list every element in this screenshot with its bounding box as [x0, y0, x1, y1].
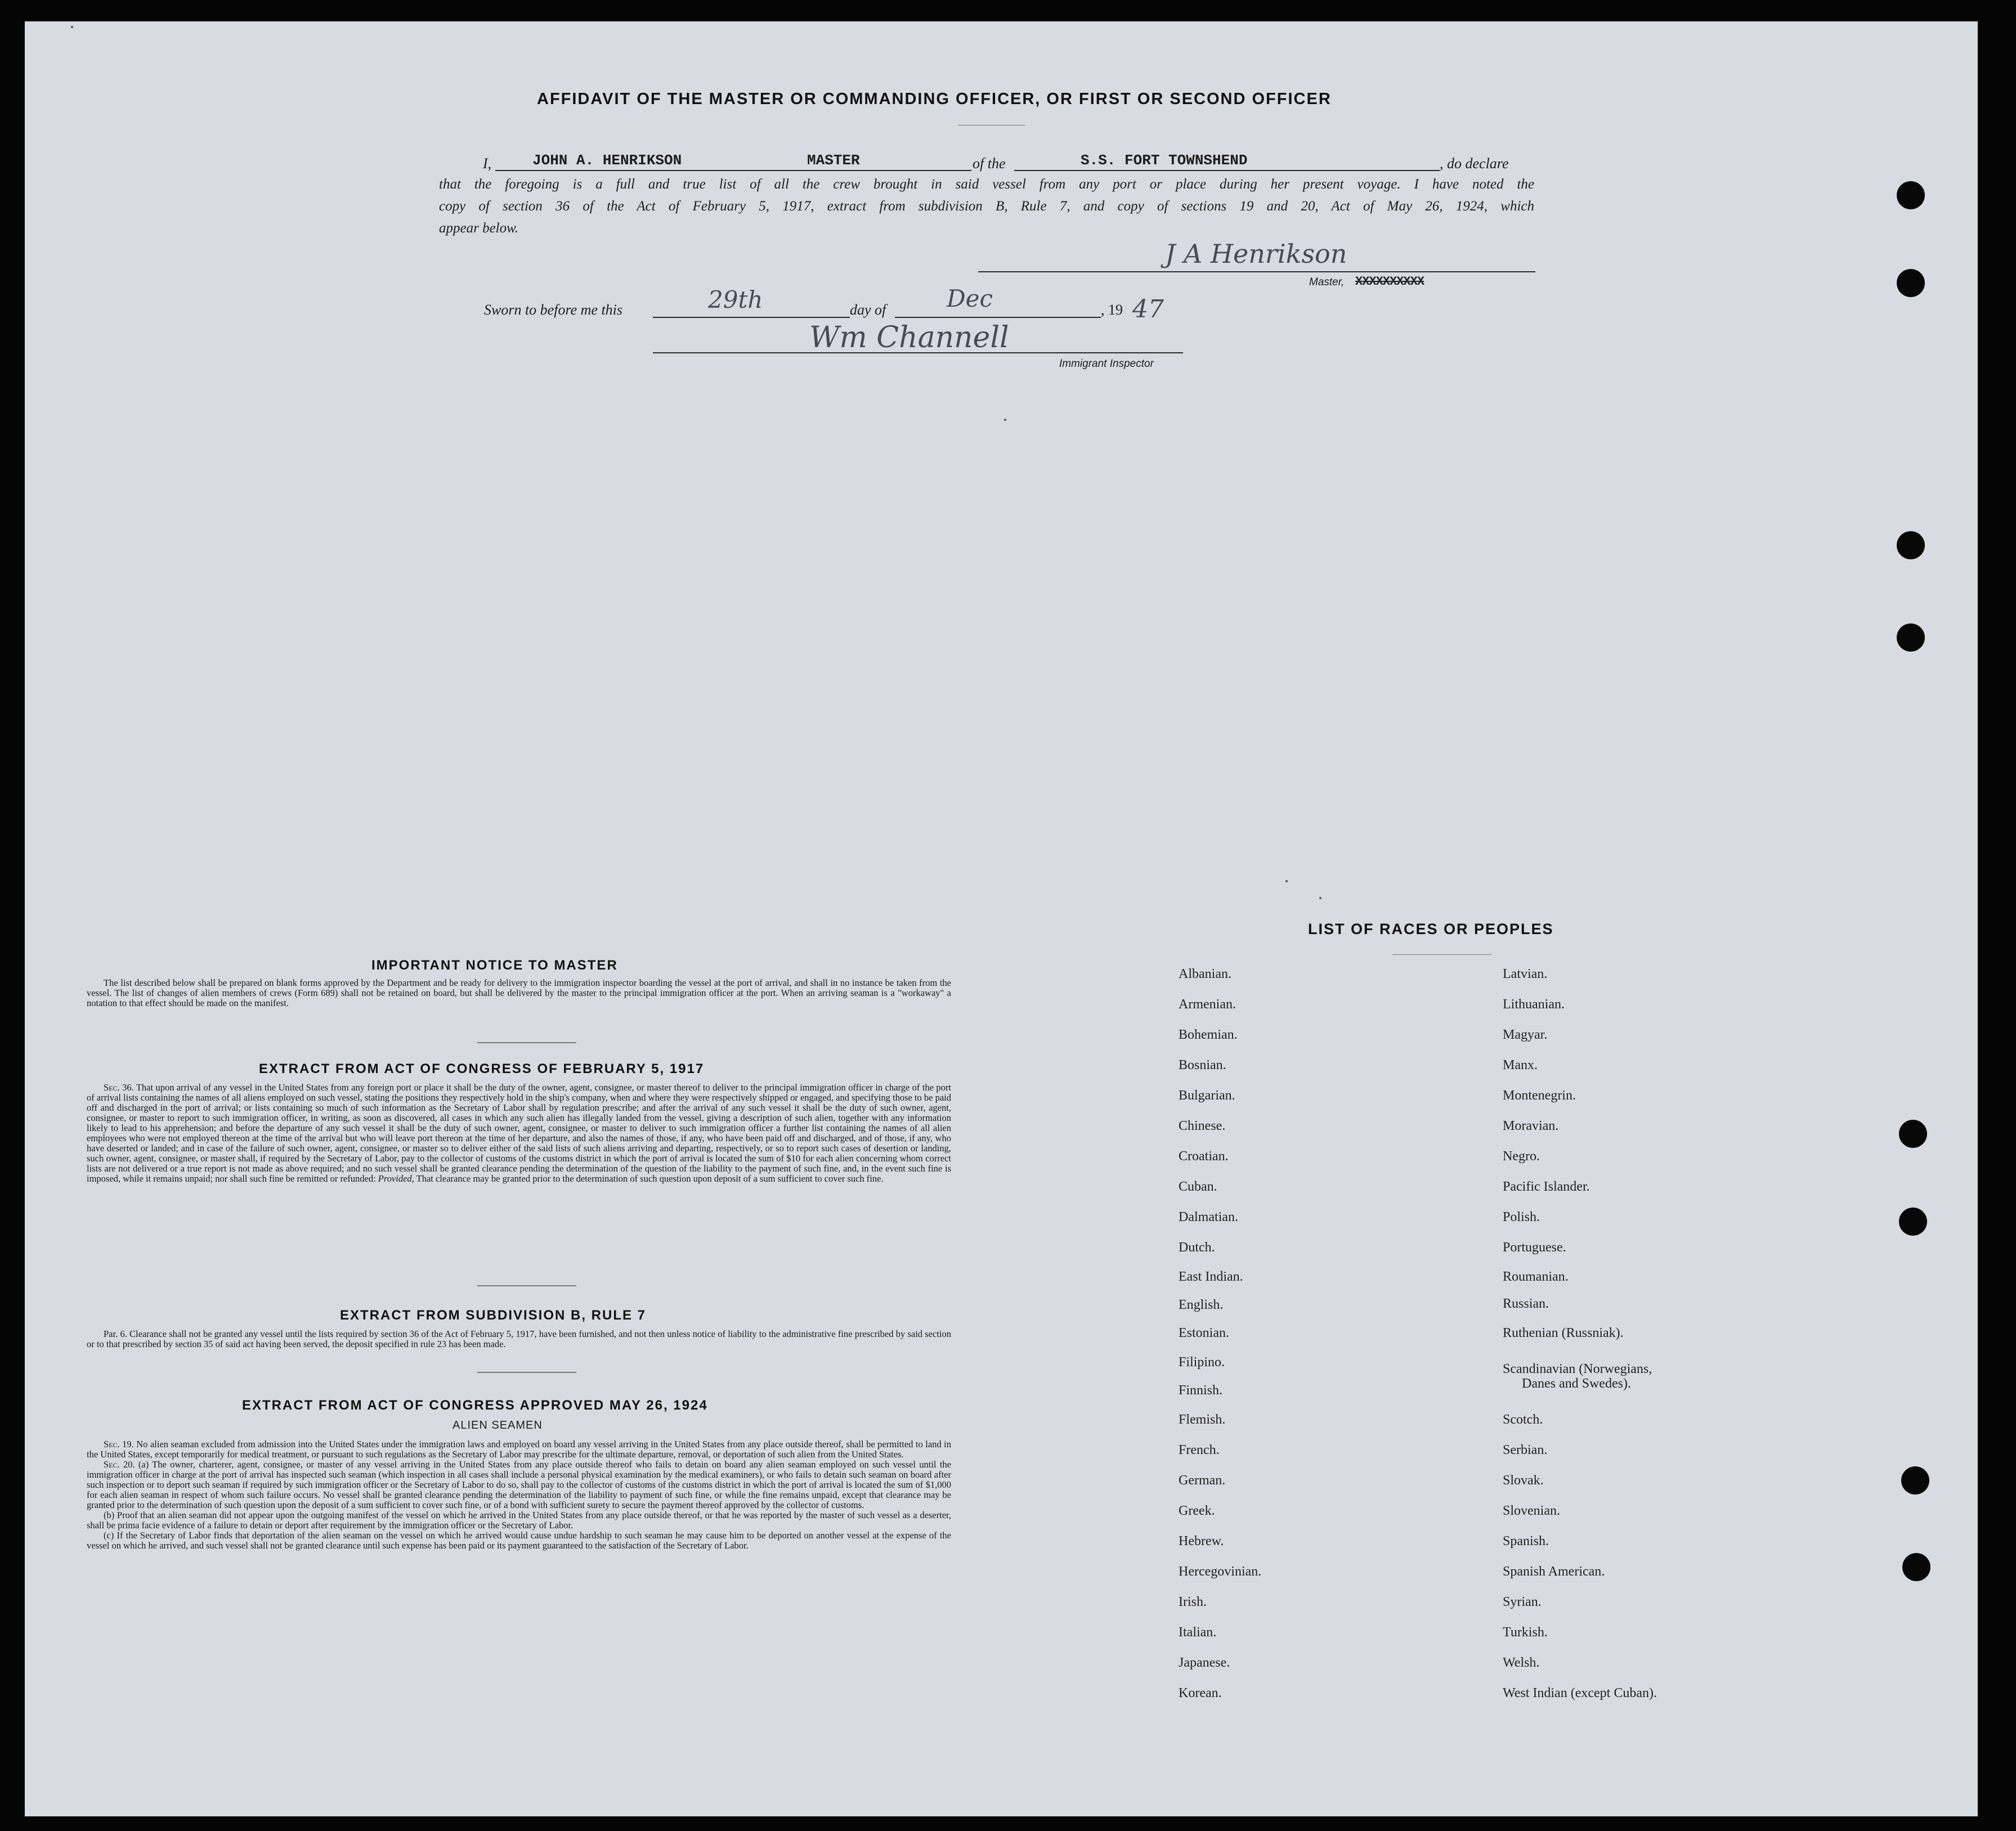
inspector-signature: Wm Channell	[809, 321, 1009, 354]
race-item: Welsh.	[1503, 1655, 1540, 1670]
sec-36-text: That upon arrival of any vessel in the United States from any foreign port or place it shall be the duty of the owner, agent, consignee, or master thereof to deliver to the principal immigration officer in charge of the port of arrival lists containing the names of all aliens employed on such vessel, stating the positions they respectively hold in the ship's company, when and where they were respectively shipped or engaged, and specifying those to be paid off and discharged in the port of arrival; or lists containing so much of such information as the Secretary of Labor shall by regulation prescribe; and after the arrival of any such vessel it shall be the duty of such owner, agent, consignee, or master to report to such immigration officer, in writing, as soon as discovered, all cases in which any such alien has illegally landed from the vessel, giving a description of such alien, together with any information likely to lead to his apprehension; and before the departure of any such vessel it shall be the duty of such owner, agent, consignee, or master to deliver to such immigration officer a further list containing the names of all alien employees who were not employed thereon at the time of the arrival but who will leave port thereon at the time of her departure, and also the names of those, if any, who have been paid off and discharged, and of those, if any, who have deserted or landed; and in case of the failure of such owner, agent, consignee, or master so to deliver either of the said lists of such aliens arriving and departing, respectively, or so to report such cases of desertion or landing, such owner, agent, consignee, or master shall, if required by the Secretary of Labor, pay to the collector of customs of the customs district in which the port of arrival is located the sum of $10 for each alien concerning whom correct lists are not delivered or a true report is not made as above required; and no such vessel shall be granted clearance pending the determination of the question of the liability to the payment of such fine, and, in the event such fine is imposed, while it remains unpaid; nor shall such fine be remitted or refunded:	[87, 1082, 952, 1184]
extract-1924-body	[87, 1439, 951, 1551]
race-item: Montenegrin.	[1503, 1088, 1576, 1103]
race-item: Armenian.	[1179, 997, 1236, 1012]
notice-divider	[477, 1042, 576, 1043]
race-item: Dutch.	[1179, 1240, 1215, 1255]
master-signature-line	[978, 271, 1535, 272]
binder-hole	[1897, 181, 1925, 209]
race-item: Roumanian.	[1503, 1269, 1569, 1284]
extract-rule7-body: Par. 6. Clearance shall not be granted any vessel until the lists required by section 36 of the Act of February 5, 1917, have been furnished, and not then unless notice of liability to the administrative fine prescribed by said section or to that prescribed by section 35 of said act having been served, the deposit specified in rule 23 has been made.	[87, 1329, 951, 1349]
day-of-label: day of	[850, 302, 886, 318]
race-item: Finnish.	[1179, 1383, 1223, 1398]
race-item: Hercegovinian.	[1179, 1564, 1262, 1579]
sec-19-paragraph	[87, 1439, 951, 1460]
race-item: Italian.	[1179, 1625, 1217, 1640]
race-item: Negro.	[1503, 1149, 1540, 1164]
sec-20a-paragraph	[87, 1460, 951, 1510]
race-item: Scotch.	[1503, 1412, 1543, 1427]
sec-20-label: Sec. 20.	[104, 1459, 135, 1470]
sworn-day: 29th	[708, 286, 763, 313]
binder-hole	[1902, 1553, 1930, 1581]
race-item: Bulgarian.	[1179, 1088, 1235, 1103]
master-signature: J A Henrikson	[1165, 239, 1347, 269]
race-item: Polish.	[1503, 1210, 1540, 1224]
race-item: Bosnian.	[1179, 1058, 1226, 1072]
race-item: Slovak.	[1503, 1473, 1544, 1488]
race-item: Filipino.	[1179, 1355, 1225, 1370]
races-title: LIST OF RACES OR PEOPLES	[1308, 921, 1554, 937]
race-item: Slovenian.	[1503, 1504, 1560, 1518]
race-item: Hebrew.	[1179, 1534, 1224, 1549]
race-item: Cuban.	[1179, 1179, 1217, 1194]
do-declare-label: , do declare	[1440, 155, 1509, 172]
race-item: German.	[1179, 1473, 1226, 1488]
race-item: Manx.	[1503, 1058, 1538, 1072]
year-suffix: 47	[1132, 295, 1164, 324]
race-item: Magyar.	[1503, 1027, 1548, 1042]
extract-rule7-title: EXTRACT FROM SUBDIVISION B, RULE 7	[340, 1308, 647, 1323]
race-item: Greek.	[1179, 1504, 1215, 1518]
speck	[1004, 419, 1006, 421]
sworn-month: Dec	[947, 285, 993, 312]
race-item: Scandinavian (Norwegians,	[1503, 1362, 1652, 1376]
races-divider	[1392, 954, 1491, 955]
extract-1917-body	[87, 1083, 951, 1184]
document-page	[25, 21, 1978, 1816]
binder-hole	[1899, 1208, 1927, 1236]
race-item: Spanish American.	[1503, 1564, 1605, 1579]
race-item: Estonian.	[1179, 1326, 1229, 1340]
race-item: West Indian (except Cuban).	[1503, 1686, 1657, 1700]
race-item: Flemish.	[1179, 1412, 1226, 1427]
sworn-day-line	[653, 317, 850, 318]
race-item: Syrian.	[1503, 1595, 1542, 1609]
vessel-underline	[1014, 170, 1440, 171]
sec-20c-paragraph: (c) If the Secretary of Labor finds that deportation of the alien seaman on the vessel on which he arrived would cause undue hardship to such seaman he may cause him to be deported on another vessel at the expense of the vessel on which he arrived, and such vessel shall not be granted clearance until such expense has been paid or its payment guaranteed to the satisfaction of the Secretary of Labor.	[87, 1530, 951, 1551]
proviso-word: Provided,	[378, 1173, 414, 1184]
master-position: MASTER	[807, 152, 860, 169]
race-item: Japanese.	[1179, 1655, 1230, 1670]
race-continuation: Danes and Swedes).	[1522, 1376, 1631, 1391]
sec-20b-paragraph: (b) Proof that an alien seaman did not appear upon the outgoing manifest of the vessel on which he arrived in the United States from any place outside thereof, or that he was reported by the master of such vessel as a deserter, shall be prima facie evidence of a failure to detain or deport after requirement by the immigration officer or the Secretary of Labor.	[87, 1510, 951, 1531]
race-item: Serbian.	[1503, 1443, 1548, 1457]
affidavit-body-line3: appear below.	[439, 221, 519, 236]
extract-rule7-divider	[477, 1372, 576, 1373]
binder-hole	[1901, 1466, 1929, 1495]
vessel-name: S.S. FORT TOWNSHEND	[1081, 152, 1248, 169]
alien-seamen-subtitle: ALIEN SEAMEN	[453, 1419, 543, 1431]
race-item: Russian.	[1503, 1296, 1549, 1311]
struck-label: XXXXXXXXXX	[1355, 275, 1424, 289]
race-item: Irish.	[1179, 1595, 1207, 1609]
sec-19-text: No alien seaman excluded from admission into the United States under the immigration laws and employed on board any vessel arriving in the United States from any place outside thereof, shall be permitted to land in the United States, except temporarily for medical treatment, or pursuant to such regulations as the Secretary of Labor may prescribe for the ultimate departure, removal, or deportation of such alien from the United States.	[87, 1439, 951, 1460]
race-item: French.	[1179, 1443, 1220, 1457]
race-item: Korean.	[1179, 1686, 1222, 1700]
race-item: Bohemian.	[1179, 1027, 1238, 1042]
binder-hole	[1897, 623, 1925, 652]
race-item: Dalmatian.	[1179, 1210, 1238, 1224]
extract-1917-title: EXTRACT FROM ACT OF CONGRESS OF FEBRUARY 5, 1917	[259, 1061, 705, 1076]
race-item: Albanian.	[1179, 967, 1231, 981]
notice-title: IMPORTANT NOTICE TO MASTER	[371, 958, 618, 973]
master-label: Master,	[1309, 276, 1345, 288]
race-item: Croatian.	[1179, 1149, 1229, 1164]
race-item: East Indian.	[1179, 1269, 1243, 1284]
sec-19-label: Sec. 19.	[104, 1439, 134, 1449]
sworn-month-line	[895, 317, 1101, 318]
race-item: Ruthenian (Russniak).	[1503, 1326, 1624, 1340]
race-item: Lithuanian.	[1503, 997, 1565, 1012]
notice-body: The list described below shall be prepared on blank forms approved by the Department and be ready for delivery to the immigration inspector boarding the vessel at the port of arrival, and shall in no instance be taken from the vessel. The list of changes of alien members of crews (Form 689) shall not be retained on board, but shall be delivered by the master to the principal immigration officer at the port. When an arriving seaman is a "workaway" a notation to that effect should be made on the manifest.	[87, 977, 951, 1008]
binder-hole	[1899, 1120, 1927, 1148]
race-item: Pacific Islander.	[1503, 1179, 1590, 1194]
inspector-label: Immigrant Inspector	[1059, 358, 1154, 370]
proviso-text: That clearance may be granted prior to the determination of such question upon deposit of a sum sufficient to cover such fine.	[416, 1173, 884, 1184]
race-item: Moravian.	[1503, 1119, 1559, 1133]
race-item: Portuguese.	[1503, 1240, 1566, 1255]
sworn-label: Sworn to before me this	[484, 302, 623, 318]
binder-hole	[1897, 531, 1925, 559]
affidavit-title: AFFIDAVIT OF THE MASTER OR COMMANDING OFFICER, OR FIRST OR SECOND OFFICER	[537, 90, 1332, 108]
binder-hole	[1897, 269, 1925, 297]
speck	[71, 26, 73, 28]
i-label: I,	[483, 155, 492, 172]
race-item: Spanish.	[1503, 1534, 1549, 1549]
race-item: Turkish.	[1503, 1625, 1548, 1640]
sec-20a-text: (a) The owner, charterer, agent, consignee, or master of any vessel arriving in the United States from any place outside thereof who fails to detain on board any alien seaman employed on such vessel until the immigration officer in charge at the port of arrival has inspected such seaman (which inspection in all cases shall include a personal physical examination by the medical examiners), or who fails to detain such seaman on board after such inspection or to deport such seaman if required by such immigration officer or the Secretary of Labor to do so, shall pay to the collector of customs of the customs district in which the port of arrival is located the sum of $1,000 for each alien seaman in respect of whom such failure occurs. No vessel shall be granted clearance pending the determination of the liability to payment of such fine, or while the fine remains unpaid, except that clearance may be granted prior to the determination of such question upon the deposit of a sum sufficient to cover such fine, or of a bond with sufficient surety to secure the payment thereof approved by the collector of customs.	[87, 1459, 951, 1510]
race-item: Chinese.	[1179, 1119, 1226, 1133]
year-prefix: , 19	[1101, 302, 1123, 318]
extract-1924-title: EXTRACT FROM ACT OF CONGRESS APPROVED MAY 26, 1924	[242, 1398, 708, 1413]
affidavit-body-line1: that the foregoing is a full and true list of all the crew brought in said vessel from any port or place during her present voyage. I have noted the	[439, 177, 1534, 192]
of-the-label: of the	[973, 155, 1006, 172]
race-item: Latvian.	[1503, 967, 1548, 981]
master-name: JOHN A. HENRIKSON	[532, 152, 682, 169]
extract-1917-divider	[477, 1285, 576, 1286]
speck	[1319, 897, 1321, 899]
affidavit-body-line2: copy of section 36 of the Act of February 5, 1917, extract from subdivision B, Rule 7, and copy of sections 19 and 20, Act of May 26, 1924, which	[439, 199, 1534, 214]
race-item: English.	[1179, 1298, 1224, 1312]
name-underline	[495, 170, 971, 171]
sec-36-label: Sec. 36.	[104, 1082, 134, 1093]
speck	[1285, 880, 1288, 882]
